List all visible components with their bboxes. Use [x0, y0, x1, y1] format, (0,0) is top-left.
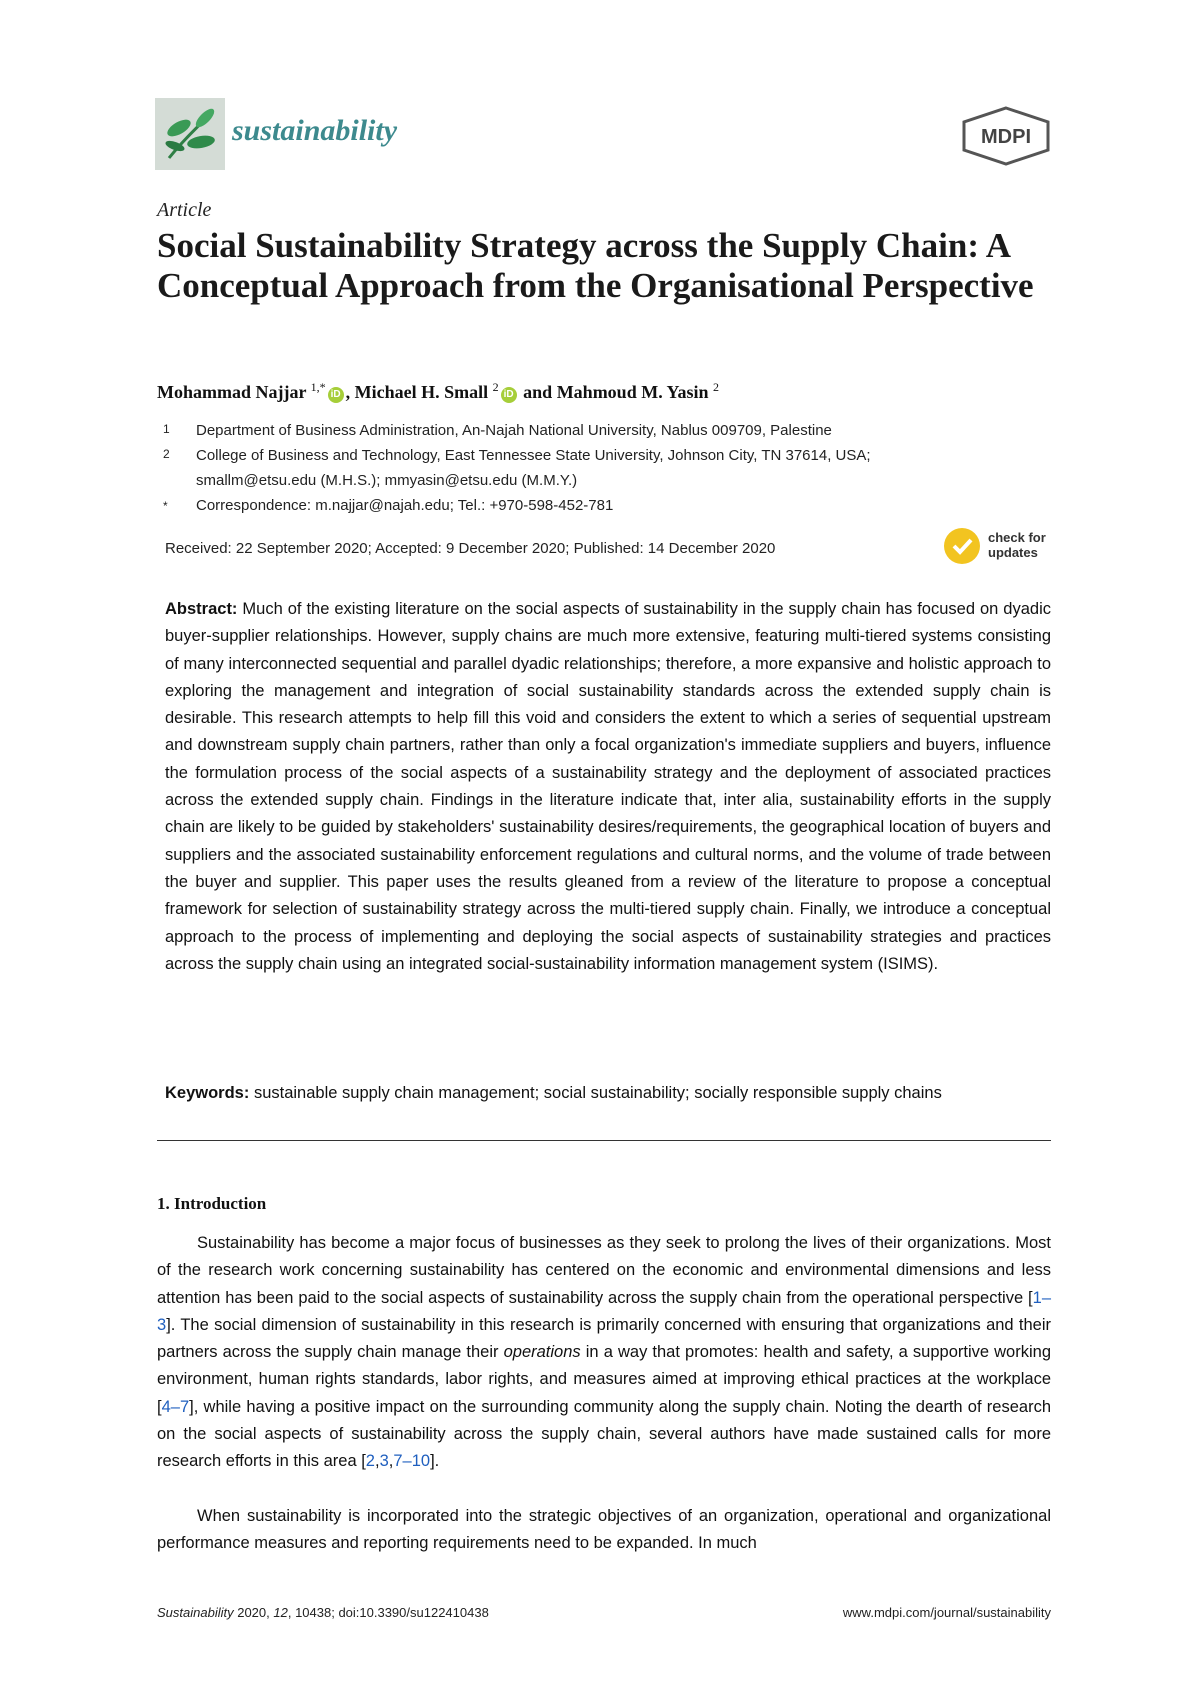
journal-name: sustainability [232, 114, 398, 147]
affiliation-mark: 1 [163, 422, 170, 436]
abstract [165, 596, 1051, 978]
keywords-label: Keywords: [165, 1084, 250, 1102]
citation-link[interactable]: 4–7 [161, 1397, 190, 1416]
orcid-icon[interactable]: iD [501, 387, 517, 403]
author-list [157, 380, 719, 403]
text-run: in a way that promotes: health and safety, a supportive working environment, human rights standards, labor rights, and measures aimed at improving ethical practices at the workplace [ [157, 1343, 1051, 1416]
paper-title: Social Sustainability Strategy across the Supply Chain: A Conceptual Approach from the Organisational Perspective [157, 226, 1034, 305]
author-affiliation-mark: 2 [713, 380, 720, 394]
check-updates-line1: check for [988, 530, 1046, 545]
journal-logo [155, 98, 225, 170]
keywords [165, 1084, 1051, 1103]
intro-paragraph: When sustainability is incorporated into the strategic objectives of an organization, operational and organizational performance measures and reporting requirements need to be expanded. In much [157, 1507, 1051, 1553]
check-updates-icon [944, 528, 980, 564]
leaf-icon [155, 98, 225, 170]
author-conjunction: and [518, 382, 557, 402]
publication-dates: Received: 22 September 2020; Accepted: 9 December 2020; Published: 14 December 2020 [165, 540, 776, 557]
publisher-name: MDPI [981, 126, 1031, 148]
citation-link[interactable]: 2 [365, 1452, 375, 1471]
affiliation-mark: * [163, 499, 168, 513]
footer-year: 2020, [233, 1605, 274, 1620]
mdpi-hexagon-icon [960, 106, 1052, 166]
footer-citation [157, 1605, 489, 1620]
publisher-logo [960, 106, 1052, 166]
article-type: Article [157, 199, 212, 221]
footer-doi: , 10438; doi:10.3390/su122410438 [287, 1605, 489, 1620]
author-separator: , [345, 382, 355, 402]
keywords-text: sustainable supply chain management; social sustainability; socially responsible supply chains [253, 1084, 942, 1102]
abstract-label: Abstract: [165, 600, 238, 618]
author-affiliation-mark: 1,* [310, 380, 326, 394]
text-run: , [388, 1452, 394, 1471]
check-updates-line2: updates [988, 545, 1038, 560]
citation-link[interactable]: 7–10 [393, 1452, 431, 1471]
text-run: Sustainability has become a major focus of businesses as they seek to prolong the lives of their organizations. Most of the research work concerning sustainability has centered on the economic and environmental dimensions and less attention has been paid to the social aspects of sustainability across the supply chain from the operational perspective [ [157, 1234, 1051, 1307]
orcid-icon[interactable]: iD [328, 387, 344, 403]
citation-link[interactable]: 3 [379, 1452, 389, 1471]
text-run: , [374, 1452, 380, 1471]
footer-journal: Sustainability [157, 1605, 234, 1620]
text-run: ], while having a positive impact on the surrounding community along the supply chain. Noting the dearth of research on the social aspects of sustainability across the supply chain, several authors have made sustained calls for more research efforts in this area [ [157, 1397, 1051, 1471]
footer-url[interactable]: www.mdpi.com/journal/sustainability [842, 1605, 1051, 1620]
affiliation-line: Correspondence: m.najjar@najah.edu; Tel.: +970-598-452-781 [196, 497, 614, 514]
emphasis: operations [503, 1343, 581, 1362]
affiliation-line: Department of Business Administration, An-Najah National University, Nablus 009709, Palestine [196, 422, 832, 439]
author-affiliation-mark: 2 [492, 380, 499, 394]
author-name: Mahmoud M. Yasin [556, 382, 709, 402]
affiliation-line: smallm@etsu.edu (M.H.S.); mmyasin@etsu.edu (M.M.Y.) [196, 472, 578, 489]
affiliation-mark: 2 [163, 447, 170, 461]
author-name: Michael H. Small [354, 382, 489, 402]
abstract-text: Much of the existing literature on the social aspects of sustainability in the supply chain has focused on dyadic buyer-supplier relationships. However, supply chains are much more extensive, featuring multi-tiered systems consisting of many interconnected sequential and parallel dyadic relationships; therefore, a more expansive and holistic approach to exploring the management and integration of social sustainability standards across the extended supply chain is desirable. This research attempts to help fill this void and considers the extent to which a series of sequential upstream and downstream supply chain partners, rather than only a focal organization's immediate suppliers and buyers, influence the formulation process of the social aspects of a sustainability strategy and the deployment of associated practices across the extended supply chain. Findings in the literature indicate that, inter alia, sustainability efforts in the supply chain are likely to be guided by stakeholders' sustainability desires/requirements, the geographical location of buyers and suppliers and the associated sustainability enforcement regulations and cultural norms, and the volume of trade between the buyer and supplier. This paper uses the results gleaned from a review of the literature to propose a conceptual framework for selection of sustainability strategy across the multi-tiered supply chain. Finally, we introduce a conceptual approach to the process of implementing and deploying the social aspects of sustainability strategies and practices across the supply chain using an integrated social-sustainability information management system (ISIMS). [165, 600, 1051, 973]
section-divider [157, 1140, 1051, 1141]
affiliation-line: College of Business and Technology, East Tennessee State University, Johnson City, TN 37614, USA; [196, 447, 871, 464]
footer-volume: 12 [273, 1605, 288, 1620]
text-run: ]. [430, 1452, 440, 1471]
section-heading: 1. Introduction [157, 1194, 267, 1213]
citation-link[interactable]: 1–3 [157, 1288, 1051, 1334]
author-name: Mohammad Najjar [157, 382, 307, 402]
text-run: ]. The social dimension of sustainability in this research is primarily concerned with ensuring that organizations and their partners across the supply chain manage their [157, 1315, 1051, 1362]
intro-paragraph [157, 1230, 1051, 1476]
